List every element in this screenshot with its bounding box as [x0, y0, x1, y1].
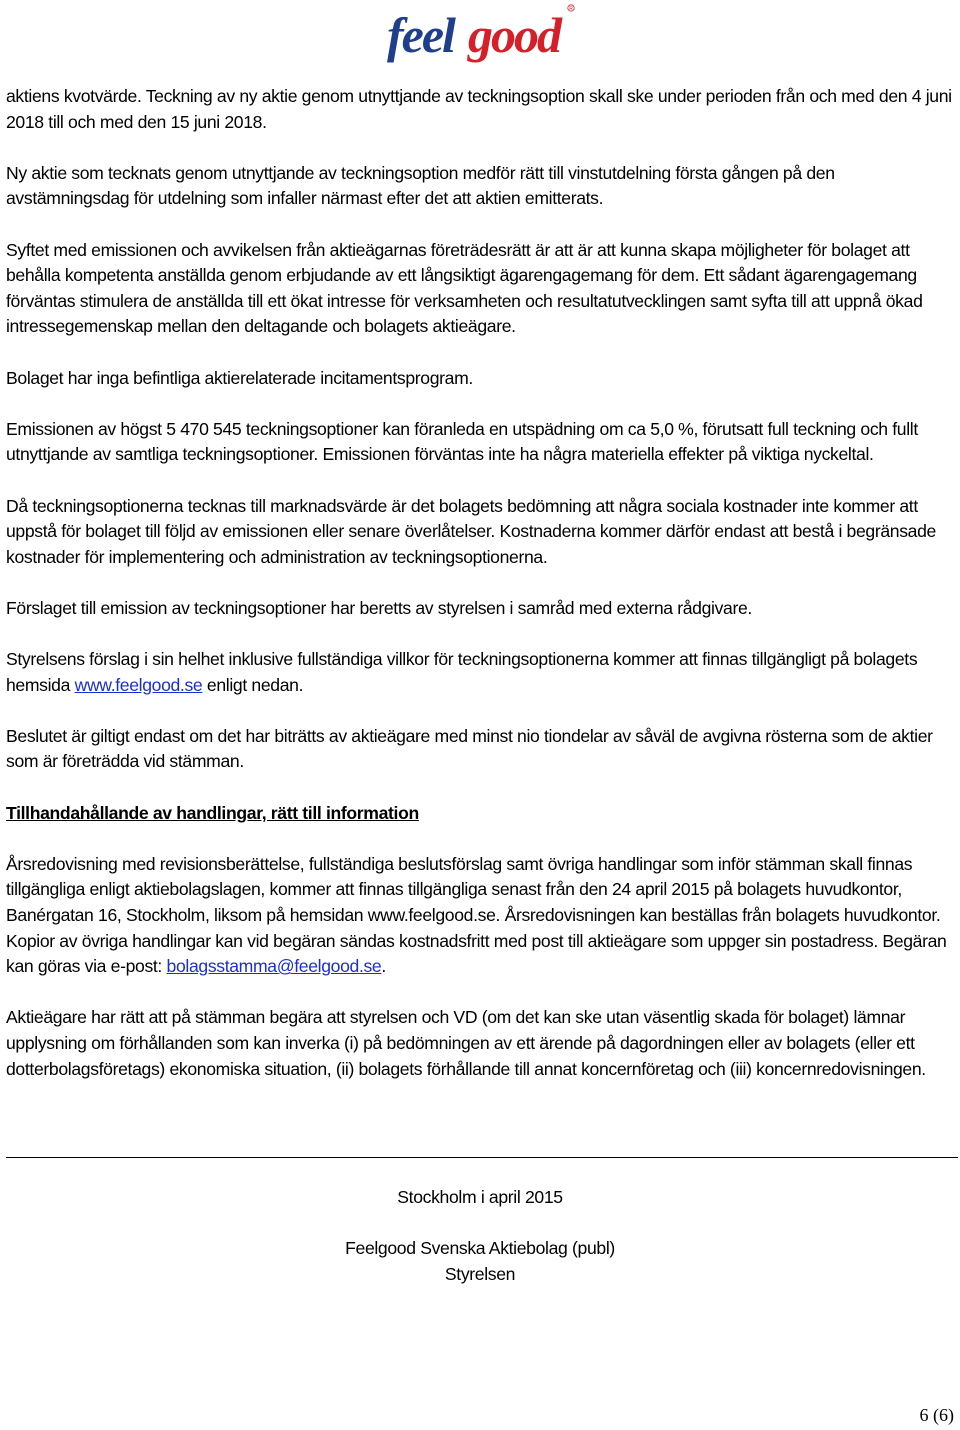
- email-link[interactable]: bolagsstamma@feelgood.se: [166, 956, 382, 977]
- paragraph-shareholder-rights: Aktieägare har rätt att på stämman begära att styrelsen och VD (om det kan ske utan väsentlig skada för bolaget) lämnar upplysning om förhållanden som kan inverka (i) på bedömningen av ett ärende på dagordningen eller av bolagets (eller ett dotterbolagsföretags) ekonomiska situation, (ii) bolagets förhållande till annat koncernföretag och (iii) koncernredovisningen.: [6, 1007, 926, 1079]
- svg-text:R: R: [569, 6, 573, 13]
- paragraph-dividend-rights: Ny aktie som tecknats genom utnyttjande av teckningsoption medför rätt till vinstutdelning första gången på den avstämningsdag för utdelning som infaller närmast efter det att aktien emitterats.: [6, 162, 835, 209]
- proposal-text-before: Styrelsens förslag i sin helhet inklusive fullständiga villkor för teckningsoptionerna kommer att finnas tillgängligt på bolagets hemsida: [6, 649, 918, 695]
- signature-company: Feelgood Svenska Aktiebolag (publ): [345, 1238, 615, 1258]
- signature-place-date: Stockholm i april 2015: [397, 1187, 563, 1207]
- svg-text:feel: feel: [387, 7, 454, 63]
- proposal-text-after: enligt nedan.: [202, 674, 304, 695]
- paragraph-documents: [6, 852, 956, 980]
- paragraph-existing-programs: Bolaget har inga befintliga aktierelaterade incitamentsprogram.: [6, 367, 473, 388]
- svg-text:good: good: [468, 7, 560, 63]
- divider-line: [6, 1157, 958, 1158]
- feelgood-logo-graphic: [385, 0, 580, 70]
- feelgood-logo: [385, 0, 580, 70]
- website-link[interactable]: www.feelgood.se: [74, 674, 203, 695]
- paragraph-social-costs: Då teckningsoptionerna tecknas till marknadsvärde är det bolagets bedömning att några sociala kostnader inte kommer att uppstå för bolaget till följd av emissionen eller senare överlåtelser. Kostnaderna kommer därför endast att bestå i begränsade kostnader för implementering och administration av teckningsoptionerna.: [6, 495, 936, 567]
- page-number: 6 (6): [919, 1405, 954, 1425]
- paragraph-proposal-availability: [6, 647, 956, 698]
- document-body: [6, 84, 956, 1082]
- documents-text-after: .: [381, 956, 386, 977]
- paragraph-preparation: Förslaget till emission av teckningsoptioner har beretts av styrelsen i samråd med externa rådgivare.: [6, 597, 752, 618]
- paragraph-majority-requirement: Beslutet är giltigt endast om det har biträtts av aktieägare med minst nio tiondelar av såväl de avgivna rösterna som de aktier som är företrädda vid stämman.: [6, 725, 933, 772]
- signature-board: Styrelsen: [444, 1264, 516, 1284]
- paragraph-dilution: Emissionen av högst 5 470 545 teckningsoptioner kan föranleda en utspädning om ca 5,0 %, förutsatt full teckning och fullt utnyttjande av samtliga teckningsoptioner. Emissionen förväntas inte ha några materiella effekter på viktiga nyckeltal.: [6, 418, 918, 465]
- section-heading: Tillhandahållande av handlingar, rätt till information: [6, 802, 419, 823]
- paragraph-subscription-period: aktiens kvotvärde. Teckning av ny aktie genom utnyttjande av teckningsoption skall ske under perioden från och med den 4 juni 2018 till och med den 15 juni 2018.: [6, 86, 952, 132]
- paragraph-purpose: Syftet med emissionen och avvikelsen från aktieägarnas företrädesrätt är att är att kunna skapa möjligheter för bolaget att behålla kompetenta anställda genom erbjudande av ett långsiktigt ägarengagemang för dem. Ett sådant ägarengagemang förväntas stimulera de anställda till ett ökat intresse för verksamheten och resultatutvecklingen samt syfta till att uppnå ökad intressegemenskap mellan den deltagande och bolagets aktieägare.: [6, 239, 923, 337]
- documents-text-before: Årsredovisning med revisionsberättelse, fullständiga beslutsförslag samt övriga handlingar som inför stämman skall finnas tillgängliga enligt aktiebolagslagen, kommer att finnas tillgängliga senast från den 24 april 2015 på bolagets huvudkontor, Banérgatan 16, Stockholm, liksom på hemsidan www.feelgood.se. Årsredovisningen kan beställas från bolagets huvudkontor. Kopior av övriga handlingar kan vid begäran sändas kostnadsfritt med post till aktieägare som uppger sin postadress. Begäran kan göras via e-post:: [6, 853, 947, 977]
